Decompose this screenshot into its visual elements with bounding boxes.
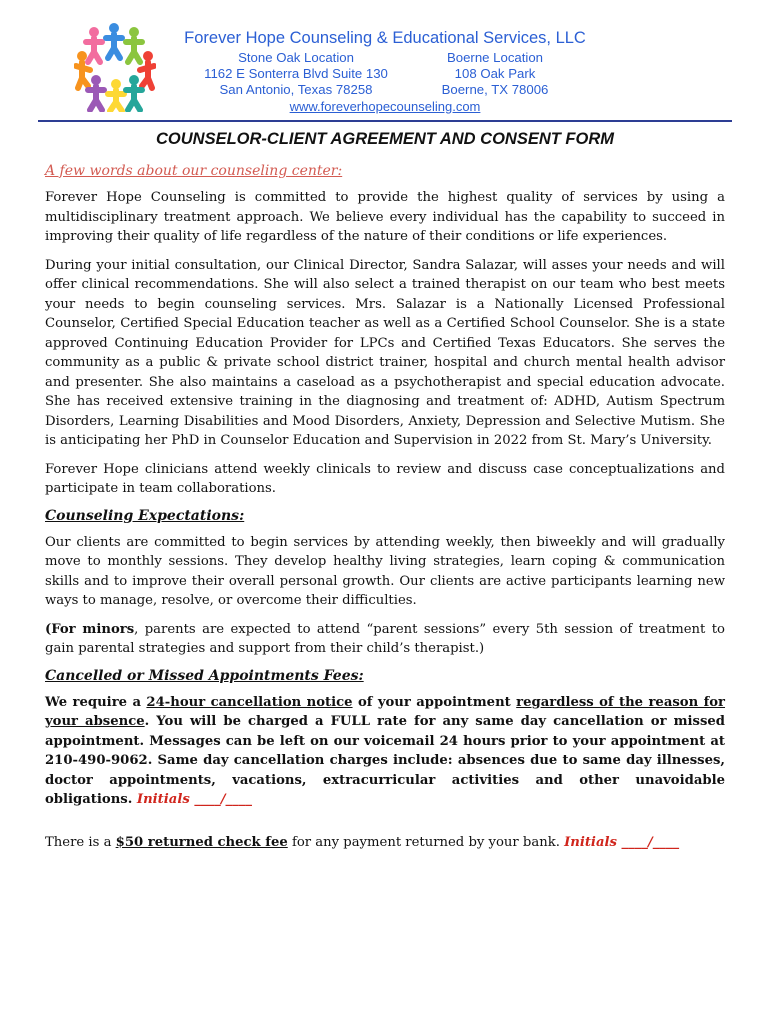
people-circle-logo-icon: [74, 20, 156, 112]
fees-heading: Cancelled or Missed Appointments Fees:: [45, 667, 364, 684]
returned-check-text-a: There is a: [45, 834, 116, 850]
for-minors-text: , parents are expected to attend “parent sessions” every 5th session of treatment to gain parental strategies and support from their child’s therapist.): [45, 621, 725, 656]
spacer: [45, 819, 725, 833]
location-city: San Antonio, Texas 78258: [219, 82, 373, 97]
location-city: Boerne, TX 78006: [441, 82, 549, 97]
about-paragraph-1: Forever Hope Counseling is committed to provide the highest quality of services by using a multidisciplinary treatment approach. We believe every individual has the capability to succeed in improving their quality of life regardless of the nature of their conditions or life experiences.: [45, 190, 725, 244]
cancellation-notice-underlined: 24-hour cancellation notice: [146, 694, 353, 710]
org-name: Forever Hope Counseling & Educational Services, LLC: [184, 29, 586, 47]
initials-field-2[interactable]: Initials ____/____: [564, 834, 680, 850]
returned-check-paragraph: [45, 833, 725, 853]
header-divider: [38, 120, 732, 122]
returned-check-fee-underlined: $50 returned check fee: [115, 834, 288, 850]
initials-field-1[interactable]: Initials ____/____: [136, 792, 252, 807]
cancellation-text-c: . You will be charged a FULL rate for any same day cancellation or missed appointment. Messages can be left on our voicemail 24 hours prior to your appointment at 210-490-9062. Same day cancellation charges include: absences due to same day illnesses, doctor appointments, vacations, extracurricular activities and other unavoidable obligations.: [45, 714, 725, 807]
cancellation-paragraph: [45, 693, 725, 810]
about-paragraph-3: Forever Hope clinicians attend weekly clinicals to review and discuss case conceptualizations and participate in team collaborations.: [45, 461, 725, 496]
regardless-reason-underlined: regardless of the reason for your absence: [45, 694, 726, 729]
about-paragraph-2: During your initial consultation, our Clinical Director, Sandra Salazar, will asses your needs and will offer clinical recommendations. She will also select a trained therapist on our team who best meets your needs to begin counseling services. Mrs. Salazar is a Nationally Licensed Professional Counselor, Certified Special Education teacher as well as a Certified School Counselor. She is a state approved Continuing Education Provider for LPCs and Certified Texas Educators. She serves the community as a public & private school district trainer, hospital and church mental health advisor and presenter. She also maintains a caseload as a psychotherapist and special education advocate. She has received extensive training in the diagnosing and treatment of: ADHD, Autism Spectrum Disorders, Learning Disabilities and Mood Disorders, Anxiety, Depression and Selective Mutism. She is anticipating her PhD in Counselor Education and Supervision in 2022 from St. Mary’s University.: [45, 257, 725, 448]
location-name: Boerne Location: [446, 50, 544, 65]
location-address: 108 Oak Park: [454, 66, 536, 81]
location-address: 1162 E Sonterra Blvd Suite 130: [204, 66, 388, 81]
expectations-heading: Counseling Expectations:: [45, 507, 245, 524]
location-name: Stone Oak Location: [238, 50, 354, 65]
returned-check-text-b: for any payment returned by your bank.: [287, 834, 565, 850]
form-body: [45, 163, 725, 861]
cancellation-text-b: of your appointment: [352, 694, 517, 710]
form-title: COUNSELOR-CLIENT AGREEMENT AND CONSENT FORM: [155, 130, 615, 148]
about-heading: A few words about our counseling center:: [45, 163, 343, 179]
location-boerne: [420, 50, 570, 98]
expectations-paragraph-1: Our clients are committed to begin services by attending weekly, then biweekly and will gradually move to monthly sessions. They develop healthy living strategies, learn coping & communication skills and to improve their overall personal growth. Our clients are active participants learning new ways to manage, resolve, or overcome their difficulties.: [45, 534, 725, 608]
website-link[interactable]: www.foreverhopecounseling.com: [289, 99, 481, 114]
cancellation-text-a: We require a: [45, 694, 147, 710]
location-stone-oak: [196, 50, 396, 98]
expectations-paragraph-2: [45, 620, 725, 659]
for-minors-lead: (For minors: [45, 621, 135, 637]
